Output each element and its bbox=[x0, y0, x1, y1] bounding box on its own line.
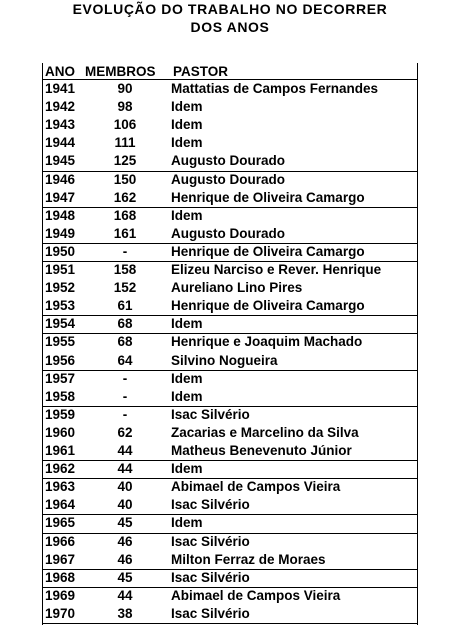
header-members: MEMBROS bbox=[85, 64, 156, 79]
year-cell: 1961 bbox=[45, 443, 76, 458]
members-cell: 44 bbox=[117, 461, 133, 476]
members-cell: 44 bbox=[117, 588, 133, 603]
pastor-cell: Matheus Benevenuto Júnior bbox=[171, 443, 352, 458]
table-row bbox=[42, 225, 418, 243]
table-row bbox=[42, 406, 418, 424]
table-row bbox=[42, 261, 418, 279]
page-title: EVOLUÇÃO DO TRABALHO NO DECORRER bbox=[72, 1, 388, 17]
year-cell: 1970 bbox=[45, 606, 76, 621]
year-cell: 1962 bbox=[45, 461, 76, 476]
year-cell: 1969 bbox=[45, 588, 76, 603]
pastor-cell: Idem bbox=[171, 208, 203, 223]
table-row bbox=[42, 514, 418, 532]
year-cell: 1967 bbox=[45, 552, 76, 567]
members-cell: 45 bbox=[117, 570, 133, 585]
members-cell: 44 bbox=[117, 443, 133, 458]
members-cell: 158 bbox=[113, 262, 137, 277]
members-cell: 64 bbox=[117, 353, 133, 368]
members-cell: - bbox=[122, 244, 128, 259]
members-cell: 106 bbox=[113, 117, 137, 132]
pastor-cell: Isac Silvério bbox=[171, 534, 250, 549]
year-cell: 1941 bbox=[45, 81, 76, 96]
year-cell: 1942 bbox=[45, 99, 76, 114]
table-row bbox=[42, 388, 418, 406]
table-row bbox=[42, 551, 418, 569]
table-row bbox=[42, 80, 418, 98]
table-row bbox=[42, 152, 418, 170]
row-divider bbox=[42, 623, 418, 624]
table-row bbox=[42, 352, 418, 370]
year-cell: 1957 bbox=[45, 371, 76, 386]
table-row bbox=[42, 279, 418, 297]
year-cell: 1953 bbox=[45, 298, 76, 313]
pastor-cell: Idem bbox=[171, 117, 203, 132]
table-row bbox=[42, 460, 418, 478]
year-cell: 1959 bbox=[45, 407, 76, 422]
year-cell: 1954 bbox=[45, 316, 76, 331]
members-cell: 45 bbox=[117, 515, 133, 530]
table-row bbox=[42, 478, 418, 496]
table-row bbox=[42, 315, 418, 333]
members-cell: - bbox=[122, 407, 128, 422]
members-cell: 162 bbox=[113, 190, 137, 205]
year-cell: 1955 bbox=[45, 334, 76, 349]
members-cell: 98 bbox=[117, 99, 133, 114]
members-cell: 38 bbox=[117, 606, 133, 621]
pastor-cell: Isac Silvério bbox=[171, 497, 250, 512]
pastor-cell: Henrique de Oliveira Camargo bbox=[171, 298, 365, 313]
members-cell: - bbox=[122, 389, 128, 404]
year-cell: 1945 bbox=[45, 153, 76, 168]
table-row bbox=[42, 370, 418, 388]
pastor-cell: Abimael de Campos Vieira bbox=[171, 588, 341, 603]
pastor-cell: Milton Ferraz de Moraes bbox=[171, 552, 326, 567]
members-cell: 46 bbox=[117, 534, 133, 549]
table-row bbox=[42, 98, 418, 116]
table-row bbox=[42, 171, 418, 189]
year-cell: 1960 bbox=[45, 425, 76, 440]
members-cell: 125 bbox=[113, 153, 137, 168]
members-cell: 40 bbox=[117, 479, 133, 494]
pastor-cell: Idem bbox=[171, 515, 203, 530]
pastor-cell: Aureliano Lino Pires bbox=[171, 280, 303, 295]
members-cell: 40 bbox=[117, 497, 133, 512]
pastor-cell: Henrique de Oliveira Camargo bbox=[171, 190, 365, 205]
table-row bbox=[42, 243, 418, 261]
page-title-line-2: DOS ANOS bbox=[190, 19, 270, 35]
table-row bbox=[42, 333, 418, 351]
pastor-cell: Idem bbox=[171, 371, 203, 386]
table-row bbox=[42, 297, 418, 315]
year-cell: 1965 bbox=[45, 515, 76, 530]
pastor-cell: Mattatias de Campos Fernandes bbox=[171, 81, 379, 96]
pastor-cell: Henrique e Joaquim Machado bbox=[171, 334, 363, 349]
members-cell: 61 bbox=[117, 298, 133, 313]
year-cell: 1946 bbox=[45, 172, 76, 187]
members-cell: 150 bbox=[113, 172, 137, 187]
pastor-cell: Idem bbox=[171, 135, 203, 150]
pastor-cell: Augusto Dourado bbox=[171, 153, 285, 168]
pastor-cell: Idem bbox=[171, 316, 203, 331]
pastor-cell: Isac Silvério bbox=[171, 407, 250, 422]
members-cell: 68 bbox=[117, 334, 133, 349]
table-row bbox=[42, 569, 418, 587]
table-row bbox=[42, 442, 418, 460]
header-pastor: PASTOR bbox=[173, 64, 229, 79]
year-cell: 1958 bbox=[45, 389, 76, 404]
pastor-cell: Idem bbox=[171, 389, 203, 404]
year-cell: 1963 bbox=[45, 479, 76, 494]
table-row bbox=[42, 533, 418, 551]
members-cell: 168 bbox=[113, 208, 137, 223]
table-row bbox=[42, 496, 418, 514]
table-row bbox=[42, 424, 418, 442]
year-cell: 1950 bbox=[45, 244, 76, 259]
pastor-cell: Silvino Nogueira bbox=[171, 353, 278, 368]
year-cell: 1947 bbox=[45, 190, 76, 205]
pastor-cell: Isac Silvério bbox=[171, 606, 250, 621]
members-cell: 68 bbox=[117, 316, 133, 331]
pastor-cell: Abimael de Campos Vieira bbox=[171, 479, 341, 494]
members-cell: - bbox=[122, 371, 128, 386]
table-row bbox=[42, 207, 418, 225]
year-cell: 1943 bbox=[45, 117, 76, 132]
year-cell: 1964 bbox=[45, 497, 76, 512]
pastor-cell: Isac Silvério bbox=[171, 570, 250, 585]
table-row bbox=[42, 587, 418, 605]
year-cell: 1968 bbox=[45, 570, 76, 585]
pastor-cell: Idem bbox=[171, 461, 203, 476]
year-cell: 1948 bbox=[45, 208, 76, 223]
pastor-cell: Zacarias e Marcelino da Silva bbox=[171, 425, 359, 440]
members-cell: 46 bbox=[117, 552, 133, 567]
year-cell: 1952 bbox=[45, 280, 76, 295]
members-cell: 161 bbox=[113, 226, 137, 241]
table-row bbox=[42, 116, 418, 134]
pastor-cell: Augusto Dourado bbox=[171, 226, 285, 241]
table-row bbox=[42, 189, 418, 207]
table-row bbox=[42, 134, 418, 152]
table-row bbox=[42, 605, 418, 623]
year-cell: 1951 bbox=[45, 262, 76, 277]
year-cell: 1956 bbox=[45, 353, 76, 368]
header-year: ANO bbox=[45, 64, 75, 79]
year-cell: 1949 bbox=[45, 226, 76, 241]
members-cell: 152 bbox=[113, 280, 137, 295]
pastor-cell: Henrique de Oliveira Camargo bbox=[171, 244, 365, 259]
year-cell: 1944 bbox=[45, 135, 76, 150]
pastor-cell: Idem bbox=[171, 99, 203, 114]
pastor-cell: Augusto Dourado bbox=[171, 172, 285, 187]
members-cell: 90 bbox=[117, 81, 133, 96]
members-cell: 111 bbox=[114, 135, 136, 150]
year-cell: 1966 bbox=[45, 534, 76, 549]
pastor-cell: Elizeu Narciso e Rever. Henrique bbox=[171, 262, 382, 277]
members-cell: 62 bbox=[117, 425, 133, 440]
